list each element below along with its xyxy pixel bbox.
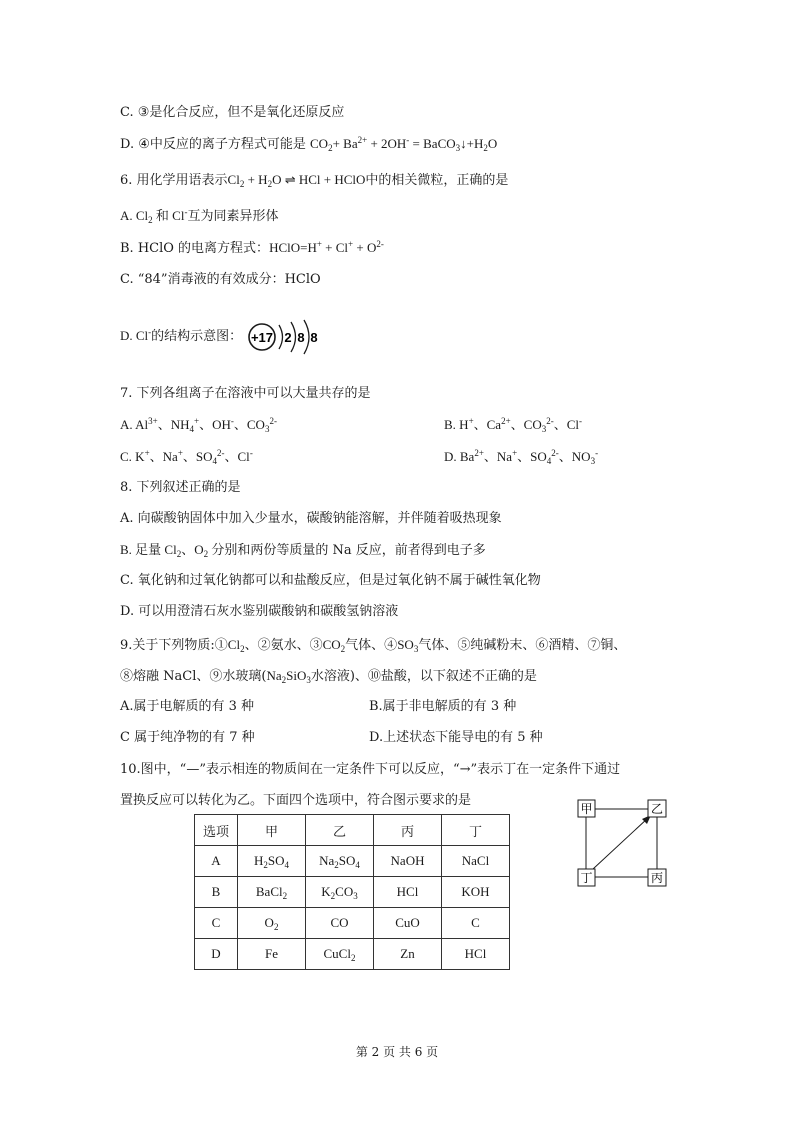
table-header-cell: 甲 — [238, 815, 306, 846]
q6-option-d: D. Cl-的结构示意图： +17 2 8 8 — [120, 318, 326, 355]
q9-stem-line1: 9.关于下列物质$:①Cl_2$、②氨水、$③CO_2$气体、$④SO_3$气体、⑤纯碱粉末、⑥酒精、⑦铜、 — [120, 637, 627, 654]
q8-option-c: C. 氧化钠和过氧化钠都可以和盐酸反应，但是过氧化钠不属于碱性氧化物 — [120, 573, 541, 588]
table-cell: Zn — [374, 939, 442, 970]
table-cell: BaCl$_2$ — [238, 877, 306, 908]
table-header-cell: 丁 — [442, 815, 510, 846]
q7-option-d: D. $Ba^{2+}$、Na+、$SO_4^{2-}$、$NO_3^-$ — [444, 448, 599, 466]
q8-stem: 8. 下列叙述正确的是 — [120, 480, 241, 495]
q9-option-b: B.属于非电解质的有 3 种 — [369, 699, 517, 714]
table-cell: A — [195, 846, 238, 877]
table-row — [195, 877, 510, 908]
table-header-row — [195, 815, 510, 846]
table-cell: $H_2SO_4$ — [238, 846, 306, 877]
table-cell: NaCl — [442, 846, 510, 877]
table-header-cell: 乙 — [306, 815, 374, 846]
q7-stem: 7. 下列各组离子在溶液中可以大量共存的是 — [120, 386, 371, 401]
table-cell: NaOH — [374, 846, 442, 877]
q7-option-b: B. H+、$Ca^{2+}$、$CO_3^{2-}$、Cl- — [444, 416, 583, 434]
table-cell: CuO — [374, 908, 442, 939]
table-cell: CO — [306, 908, 374, 939]
table-cell: HCl — [442, 939, 510, 970]
table-cell: C — [195, 908, 238, 939]
table-row — [195, 939, 510, 970]
q9-option-a: A.属于电解质的有 3 种 — [120, 699, 255, 714]
q9-option-d: D.上述状态下能导电的有 5 种 — [369, 730, 543, 745]
q9-option-c: C 属于纯净物的有 7 种 — [120, 730, 255, 745]
q7-option-c: C. K+、Na+、$SO_4^{2-}$、Cl- — [120, 448, 253, 466]
table-cell: Fe — [238, 939, 306, 970]
q8-option-b: B. 足量 $Cl_2$、$O_2$ 分别和两份等质量的 Na 反应，前者得到电子多 — [120, 542, 486, 559]
table-header-cell: 丙 — [374, 815, 442, 846]
q8-option-d: D. 可以用澄清石灰水鉴别碳酸钠和碳酸氢钠溶液 — [120, 604, 399, 619]
table-cell: $K_2CO_3$ — [306, 877, 374, 908]
table-cell: $O_2$ — [238, 908, 306, 939]
q10-stem-line1: 10.图中，“—”表示相连的物质间在一定条件下可以反应，“→”表示丁在一定条件下通过 — [120, 762, 621, 777]
q5-option-c: C. ③是化合反应，但不是氧化还原反应 — [120, 105, 345, 120]
q9-stem-line2: ⑧熔融 NaCl、⑨水玻璃($Na_2SiO_3$水溶液)、⑩盐酸，以下叙述不正确的是 — [120, 668, 537, 685]
node-jia: 甲 — [580, 802, 593, 816]
node-ding: 丁 — [580, 871, 593, 885]
table-cell: CuCl$_2$ — [306, 939, 374, 970]
atom-nucleus-label: +17 — [251, 329, 274, 345]
q10-relation-diagram — [576, 797, 676, 889]
q10-options-table — [194, 814, 510, 970]
table-row — [195, 846, 510, 877]
table-cell: HCl — [374, 877, 442, 908]
atom-shell-1: 2 — [284, 329, 292, 345]
q6-option-a: A. $Cl_2$ 和 Cl-互为同素异形体 — [120, 207, 279, 225]
page-footer: 第 2 页 共 6 页 — [355, 1045, 439, 1059]
atom-shell-3: 8 — [310, 329, 318, 345]
node-bing: 丙 — [650, 871, 664, 885]
table-header-cell: 选项 — [195, 815, 238, 846]
q6-option-b: B. HClO 的电离方程式：HClO=H+ + $Cl^+ + O^{2-}$ — [120, 239, 384, 256]
node-yi: 乙 — [650, 802, 664, 816]
q6-option-c: C. “84”消毒液的有效成分：HClO — [120, 272, 321, 287]
atom-shell-2: 8 — [297, 329, 305, 345]
q10-stem-line2: 置换反应可以转化为乙。下面四个选项中，符合图示要求的是 — [120, 793, 472, 808]
table-cell: D — [195, 939, 238, 970]
table-cell: $Na_2SO_4$ — [306, 846, 374, 877]
conversion-arrow — [593, 818, 648, 869]
q8-option-a: A. 向碳酸钠固体中加入少量水，碳酸钠能溶解，并伴随着吸热现象 — [120, 511, 502, 526]
q6-stem: 6. 用化学用语表示$Cl_2 + H_2O$ ⇌ HCl + HClO中的相关微粒，正确的是 — [120, 172, 509, 189]
q5-option-d: D. ④中反应的离子方程式可能是 $CO_2+ Ba^{2+} + 2OH^-$ = $BaCO_3↓+H_2O$ — [120, 135, 498, 153]
table-cell: B — [195, 877, 238, 908]
table-cell: C — [442, 908, 510, 939]
table-row — [195, 908, 510, 939]
table-cell: KOH — [442, 877, 510, 908]
q7-option-a: A. $Al^{3+}$、$NH_4^+$、OH-、$CO_3^{2-}$ — [120, 416, 277, 434]
atom-structure-diagram — [246, 319, 326, 355]
